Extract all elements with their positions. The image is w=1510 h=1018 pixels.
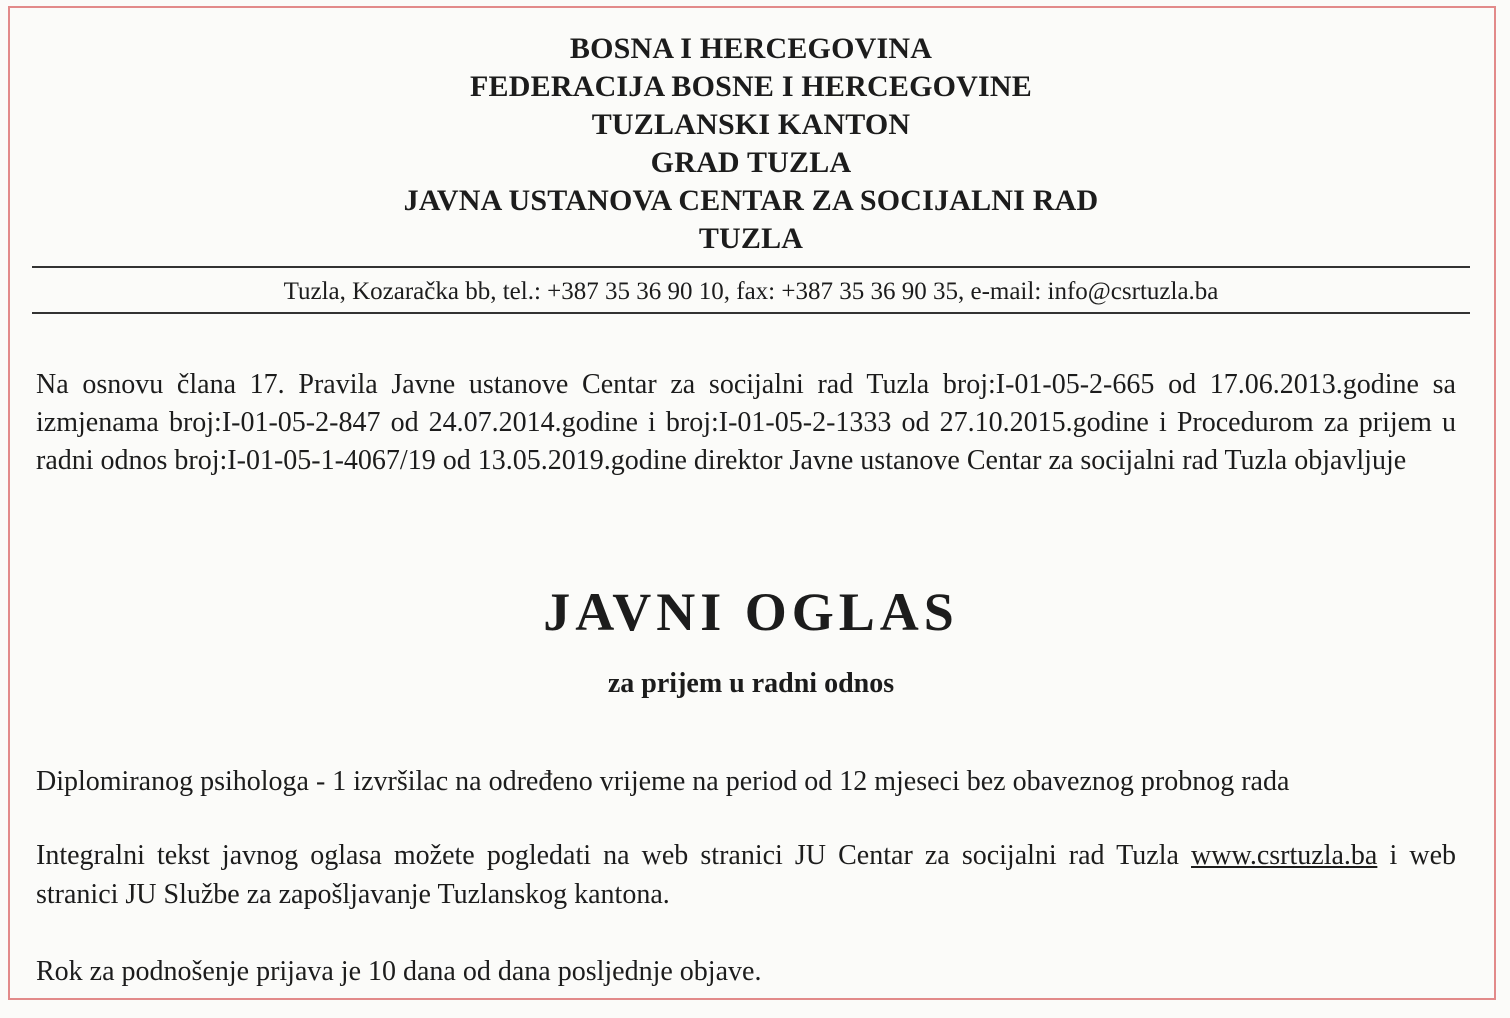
contact-line: Tuzla, Kozaračka bb, tel.: +387 35 36 90 10, fax: +387 35 36 90 35, e-mail: info@csrtuzla.ba xyxy=(283,278,1219,305)
position-paragraph: Diplomiranog psihologa - 1 izvršilac na određeno vrijeme na period od 12 mjeseci bez obaveznog probnog rada xyxy=(36,766,1290,797)
integral-text-after: i web stranici JU Službe za zapošljavanje Tuzlanskog kantona. xyxy=(36,840,1456,910)
institution-header xyxy=(10,30,1492,258)
header-institution-city: TUZLA xyxy=(698,222,804,255)
divider-bottom xyxy=(32,312,1470,314)
integral-text-paragraph xyxy=(36,836,1456,914)
header-city: GRAD TUZLA xyxy=(650,146,852,179)
website-link[interactable]: www.csrtuzla.ba xyxy=(1191,840,1378,871)
header-institution: JAVNA USTANOVA CENTAR ZA SOCIJALNI RAD xyxy=(403,184,1099,217)
header-country: BOSNA I HERCEGOVINA xyxy=(569,32,933,65)
document-frame xyxy=(8,6,1496,1000)
announcement-title: JAVNI OGLAS xyxy=(543,582,959,642)
intro-paragraph: Na osnovu člana 17. Pravila Javne ustanove Centar za socijalni rad Tuzla broj:I-01-05-2-665 od 17.06.2013.godine sa izmjenama broj:I-01-05-2-847 od 24.07.2014.godine i broj:I-01-05-2-1333 od 27.10.2015.godine i Procedurom za prijem u radni odnos broj:I-01-05-1-4067/19 od 13.05.2019.godine direktor Javne ustanove Centar za socijalni rad Tuzla objavljuje xyxy=(36,369,1456,476)
deadline-paragraph: Rok za podnošenje prijava je 10 dana od dana posljednje objave. xyxy=(36,956,762,987)
header-canton: TUZLANSKI KANTON xyxy=(591,108,911,141)
announcement-subtitle: za prijem u radni odnos xyxy=(607,668,895,699)
header-federation: FEDERACIJA BOSNE I HERCEGOVINE xyxy=(470,70,1032,103)
divider-top xyxy=(32,266,1470,268)
integral-text-before: Integralni tekst javnog oglasa možete pogledati na web stranici JU Centar za socijalni rad Tuzla xyxy=(36,840,1192,871)
